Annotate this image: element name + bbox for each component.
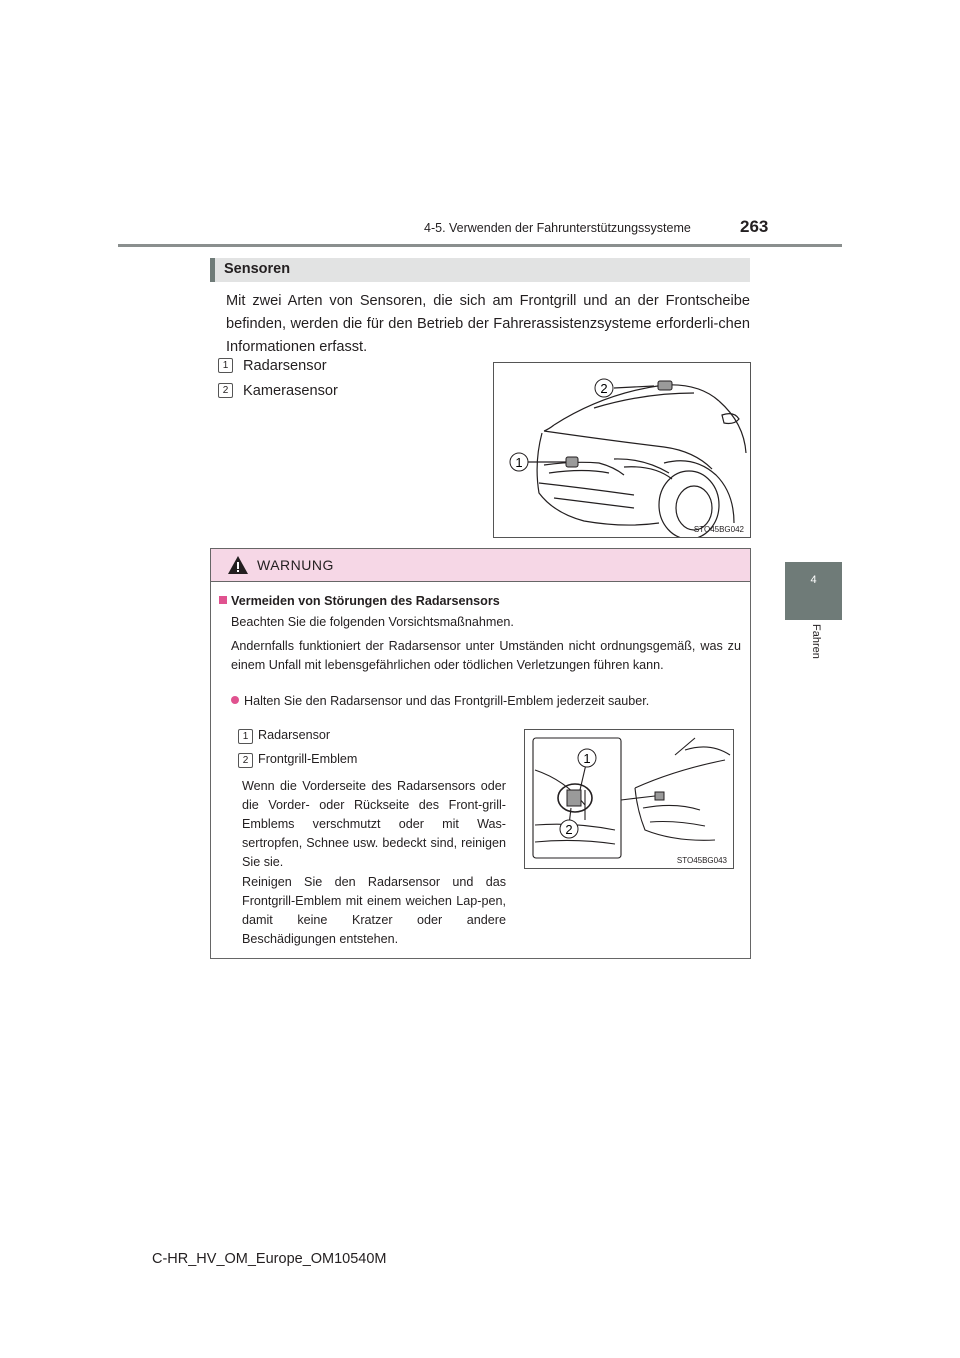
sensor-location-figure (493, 362, 751, 538)
section-heading-accent (210, 258, 215, 282)
warning-bullet-text: Halten Sie den Radarsensor und das Frontgrill-Emblem jederzeit sauber. (244, 694, 650, 708)
sensor-list (218, 355, 478, 405)
radar-sensor-mark-small (655, 792, 664, 800)
list-item: Frontgrill-Emblem (258, 752, 358, 766)
section-heading-bar (210, 258, 750, 282)
radar-sensor-mark (566, 457, 578, 467)
document-code: C-HR_HV_OM_Europe_OM10540M (152, 1251, 387, 1267)
item-number-badge: 2 (238, 753, 253, 768)
callout-number: 2 (600, 381, 608, 396)
warning-box (210, 548, 751, 959)
item-number-badge: 1 (238, 729, 253, 744)
car-front-illustration (494, 363, 750, 537)
radar-sensor-mark (567, 790, 581, 806)
list-item: Radarsensor (258, 728, 331, 742)
warning-subtitle-text: Vermeiden von Störungen des Radarsensors (231, 594, 500, 608)
callout-number: 2 (565, 822, 573, 837)
chapter-tab (785, 562, 842, 620)
list-item: Radarsensor (243, 358, 327, 374)
running-header-section: 4-5. Verwenden der Fahrunterstützungssysteme (424, 221, 691, 235)
item-number-badge: 2 (218, 383, 233, 398)
circle-bullet-icon (231, 696, 239, 704)
warning-paragraph: Beachten Sie die folgenden Vorsichtsmaßnahmen. (231, 615, 514, 629)
header-rule (118, 244, 842, 247)
figure-code: STO45BG042 (693, 525, 744, 534)
radar-cleaning-figure (524, 729, 734, 869)
section-title: Sensoren (224, 261, 291, 277)
camera-sensor-mark (658, 381, 672, 390)
callout-number: 1 (583, 751, 591, 766)
chapter-tab-label: Fahren (810, 624, 822, 659)
item-number-badge: 1 (218, 358, 233, 373)
section-intro: Mit zwei Arten von Sensoren, die sich am Frontgrill und an der Frontscheibe befinden, werden die für den Betrieb der Fahrerassistenzsysteme erforderli-chen Informationen erfasst. (226, 293, 750, 355)
warning-paragraph: Andernfalls funktioniert der Radarsensor unter Umständen nicht ordnungsgemäß, was zu einem Unfall mit lebensgefährlichen oder tödlichen Verletzungen führen kann. (231, 639, 741, 672)
warning-paragraph: Reinigen Sie den Radarsensor und das Frontgrill-Emblem mit einem weichen Lap-pen, damit keine Kratzer oder andere Beschädigungen entstehen. (242, 875, 506, 946)
page-number: 263 (740, 217, 769, 236)
figure-code: STO45BG043 (676, 856, 727, 865)
chapter-tab-number: 4 (810, 574, 817, 586)
warning-bullet (231, 692, 741, 711)
warning-header (211, 549, 750, 582)
warning-title: WARNUNG (257, 557, 334, 573)
warning-triangle-icon (227, 555, 249, 575)
list-item: Kamerasensor (243, 383, 338, 399)
callout-number: 1 (515, 455, 523, 470)
radar-emblem-illustration (525, 730, 733, 868)
warning-subtitle (219, 594, 500, 608)
warning-paragraph: Wenn die Vorderseite des Radarsensors oder die Vorder- oder Rückseite des Front-grill-Emblems verschmutzt oder mit Was-sertropfen, Schnee usw. bedeckt sind, reinigen Sie sie. (242, 779, 506, 869)
square-bullet-icon (219, 596, 227, 604)
